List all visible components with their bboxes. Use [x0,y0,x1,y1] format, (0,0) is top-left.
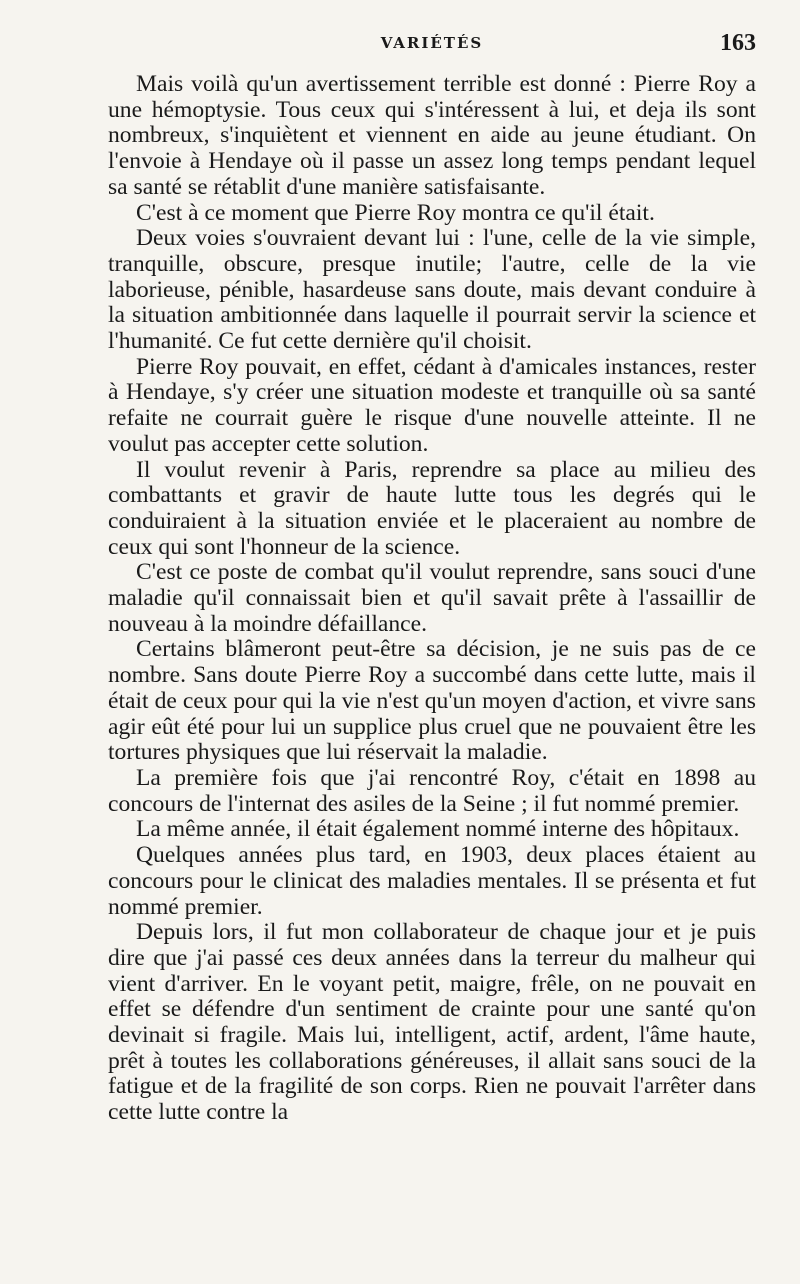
running-title: VARIÉTÉS [380,34,484,52]
paragraph: Il voulut revenir à Paris, reprendre sa place au milieu des combattants et gravir de haute lutte tous les degrés qui le conduiraient à la situation enviée et le placeraient au nombre de ceux qui sont l'honneur de la science. [108,456,756,560]
page-number: 163 [720,30,756,56]
paragraph: La première fois que j'ai rencontré Roy, c'était en 1898 au concours de l'internat des asiles de la Seine ; il fut nommé premier. [108,764,756,817]
paragraph: La même année, il était également nommé interne des hôpitaux. [136,816,740,843]
paragraph: Quelques années plus tard, en 1903, deux places étaient au concours pour le clinicat des maladies mentales. Il se présenta et fut nommé premier. [108,842,756,920]
body-text [108,72,756,1126]
paragraph: C'est à ce moment que Pierre Roy montra ce qu'il était. [136,199,655,226]
paragraph: Deux voies s'ouvraient devant lui : l'une, celle de la vie simple, tranquille, obscure, presque inutile; l'autre, celle de la vie laborieuse, pénible, hasardeuse sans doute, mais devant conduire à la situation ambitionnée dans laquelle il pourrait servir la science et l'humanité. Ce fut cette dernière qu'il choisit. [108,225,756,355]
paragraph: Certains blâmeront peut-être sa décision, je ne suis pas de ce nombre. Sans doute Pierre Roy a succombé dans cette lutte, mais il était de ceux pour qui la vie n'est qu'un moyen d'action, et vivre sans agir eût été pour lui un supplice plus cruel que ne pouvaient être les tortures physiques que lui réservait la maladie. [108,636,756,766]
paragraph: Mais voilà qu'un avertissement terrible est donné : Pierre Roy a une hémoptysie. Tous ceux qui s'intéressent à lui, et deja ils sont nombreux, s'inquiètent et viennent en aide au jeune étudiant. On l'envoie à Hendaye où il passe un assez long temps pendant lequel sa santé se rétablit d'une manière satisfaisante. [108,71,756,200]
running-head [108,30,756,60]
paragraph: C'est ce poste de combat qu'il voulut reprendre, sans souci d'une maladie qu'il connaissait bien et qu'il savait prête à l'assaillir de nouveau à la moindre défaillance. [108,559,756,637]
paragraph: Pierre Roy pouvait, en effet, cédant à d'amicales instances, rester à Hendaye, s'y créer une situation modeste et tranquille où sa santé refaite ne courrait guère le risque d'une nouvelle atteinte. Il ne voulut pas accepter cette solution. [108,353,756,457]
paragraph: Depuis lors, il fut mon collaborateur de chaque jour et je puis dire que j'ai passé ces deux années dans la terreur du malheur qui vient d'arriver. En le voyant petit, maigre, frêle, on ne pouvait en effet se défendre d'un sentiment de crainte pour une santé qu'on devinait si fragile. Mais lui, intelligent, actif, ardent, l'âme haute, prêt à toutes les collaborations généreuses, il allait sans souci de la fatigue et de la fragilité de son corps. Rien ne pouvait l'arrêter dans cette lutte contre la [108,919,756,1126]
